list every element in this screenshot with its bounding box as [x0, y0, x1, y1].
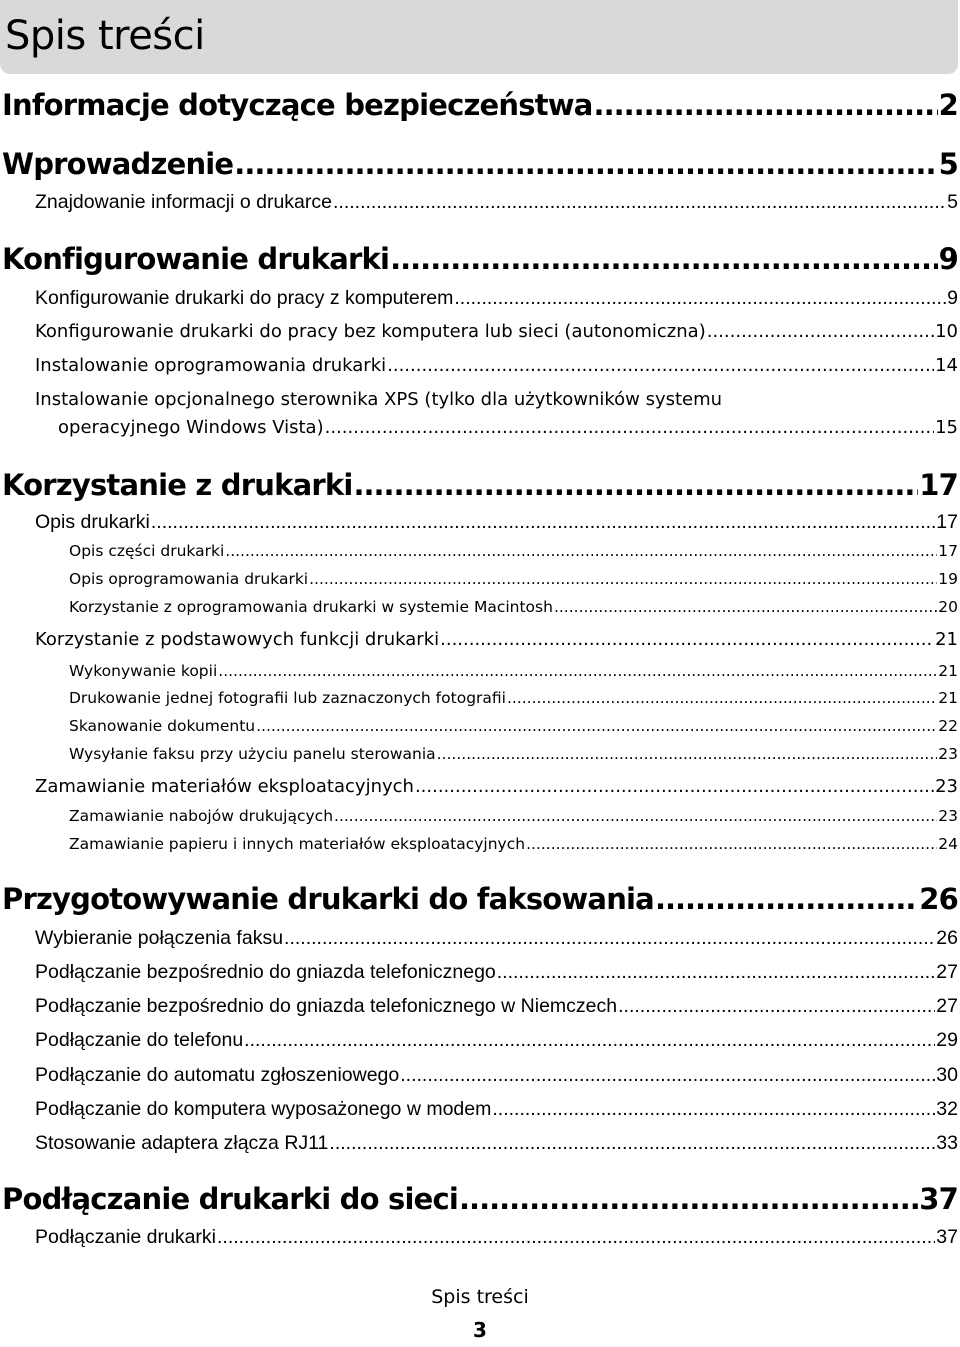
toc-entry-connecting-printer[interactable]: Podłączanie drukarki ..... 37 [35, 1223, 958, 1251]
toc-entry-photo-printing[interactable]: Drukowanie jednej fotografii lub zaznaczonych fotografii ..... 21 [69, 686, 958, 710]
toc-entry-network[interactable]: Podłączanie drukarki do sieci ..... 37 [2, 1180, 958, 1218]
toc-entry-xps-line1[interactable]: Instalowanie opcjonalnego sterownika XPS (tylko dla użytkowników systemu [35, 389, 723, 410]
toc-entry-copying[interactable]: Wykonywanie kopii ..... 21 [69, 659, 958, 683]
toc-entry-modem-computer[interactable]: Podłączanie do komputera wyposażonego w modem ..... 32 [35, 1095, 958, 1123]
toc-entry-xps-line2[interactable]: operacyjnego Windows Vista) ..... 15 [58, 414, 958, 442]
toc-entry-telephone[interactable]: Podłączanie do telefonu ..... 29 [35, 1026, 958, 1054]
toc-entry-finding-info[interactable]: Znajdowanie informacji o drukarce ..... 5 [35, 188, 958, 216]
toc-entry-rj11-adapter[interactable]: Stosowanie adaptera złącza RJ11 ..... 33 [35, 1129, 958, 1157]
toc-entry-introduction[interactable]: Wprowadzenie ..... 5 [2, 145, 958, 183]
page-title: Spis treści [5, 13, 205, 59]
toc-entry-ordering-cartridges[interactable]: Zamawianie nabojów drukujących ..... 23 [69, 804, 958, 828]
toc-entry-setup[interactable]: Konfigurowanie drukarki ..... 9 [2, 240, 958, 278]
toc-entry-using-printer[interactable]: Korzystanie z drukarki ..... 17 [2, 466, 958, 504]
toc-entry-setup-computer[interactable]: Konfigurowanie drukarki do pracy z komputerem ..... 9 [35, 284, 958, 312]
toc-entry-answering-machine[interactable]: Podłączanie do automatu zgłoszeniowego ..... 30 [35, 1061, 958, 1089]
toc-entry-basic-functions[interactable]: Korzystanie z podstawowych funkcji drukarki ..... 21 [35, 626, 958, 654]
footer-section-label: Spis treści [431, 1286, 529, 1308]
toc-entry-setup-standalone[interactable]: Konfigurowanie drukarki do pracy bez komputera lub sieci (autonomiczna) ..... 10 [35, 318, 958, 346]
toc-entry-macintosh-software[interactable]: Korzystanie z oprogramowania drukarki w systemie Macintosh ..... 20 [69, 595, 958, 619]
toc-entry-scanning[interactable]: Skanowanie dokumentu ..... 22 [69, 714, 958, 738]
toc-entry-printer-software[interactable]: Opis oprogramowania drukarki ..... 19 [69, 567, 958, 591]
toc-entry-install-software[interactable]: Instalowanie oprogramowania drukarki ..... 14 [35, 352, 958, 380]
toc-entry-printer-parts[interactable]: Opis części drukarki ..... 17 [69, 539, 958, 563]
toc-entry-fax-setup[interactable]: Przygotowywanie drukarki do faksowania ..... 26 [2, 880, 958, 918]
footer-page-number: 3 [473, 1318, 487, 1342]
toc-entry-safety[interactable]: Informacje dotyczące bezpieczeństwa ..... 2 [2, 86, 958, 124]
toc-entry-fax-connection[interactable]: Wybieranie połączenia faksu ..... 26 [35, 924, 958, 952]
toc-entry-wall-jack-germany[interactable]: Podłączanie bezpośrednio do gniazda telefonicznego w Niemczech ..... 27 [35, 992, 958, 1020]
toc-entry-fax-panel[interactable]: Wysyłanie faksu przy użyciu panelu sterowania ..... 23 [69, 742, 958, 766]
toc-entry-printer-description[interactable]: Opis drukarki ..... 17 [35, 508, 958, 536]
toc-entry-ordering-supplies[interactable]: Zamawianie materiałów eksploatacyjnych ..... 23 [35, 773, 958, 801]
toc-entry-ordering-paper[interactable]: Zamawianie papieru i innych materiałów eksploatacyjnych ..... 24 [69, 832, 958, 856]
toc-entry-wall-jack[interactable]: Podłączanie bezpośrednio do gniazda telefonicznego ..... 27 [35, 958, 958, 986]
